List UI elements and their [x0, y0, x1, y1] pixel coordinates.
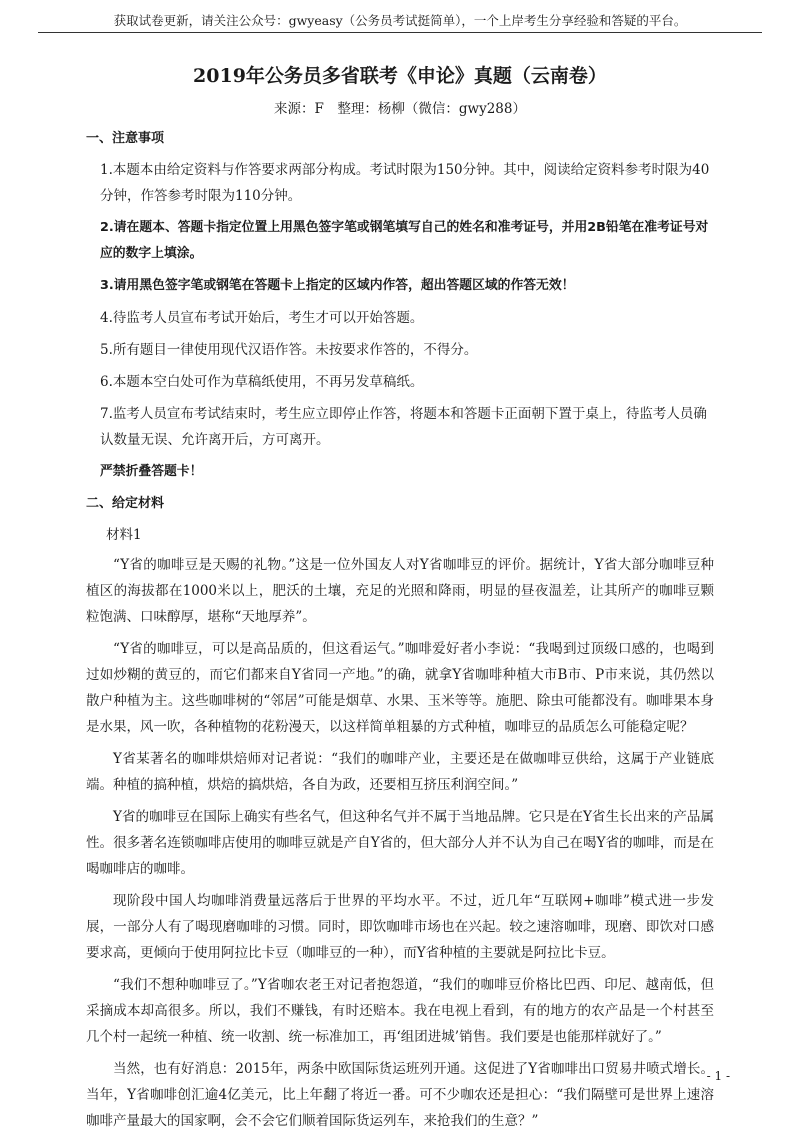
notice-section-heading: 一、注意事项	[86, 131, 165, 146]
document-body	[86, 126, 714, 1140]
page-header-notice: 获取试卷更新，请关注公众号：gwyeasy（公务员考试挺简单），一个上岸考生分享经验和答疑的平台。	[38, 10, 762, 33]
notice-item: 7.监考人员宣布考试结束时，考生应立即停止作答，将题本和答题卡正面朝下置于桌上，待监考人员确认数量无误、允许离开后，方可离开。	[100, 406, 707, 448]
notice-item: 6.本题本空白处可作为草稿纸使用，不再另发草稿纸。	[100, 374, 424, 390]
page-number: - 1 -	[706, 1069, 730, 1083]
warning-text: 严禁折叠答题卡！	[100, 464, 203, 479]
notice-item: 5.所有题目一律使用现代汉语作答。未按要求作答的，不得分。	[100, 342, 478, 358]
material-paragraph: Y省的咖啡豆在国际上确实有些名气，但这种名气并不属于当地品牌。它只是在Y省生长出来的产品属性。很多著名连锁咖啡店使用的咖啡豆就是产自Y省的，但大部分人并不认为自己在喝Y省的咖啡，而是在喝咖啡店的咖啡。	[86, 809, 714, 877]
source-line: 来源：F 整理：杨柳（微信：gwy288）	[274, 101, 526, 117]
page-title: 2019年公务员多省联考《申论》真题（云南卷）	[193, 65, 607, 87]
notice-item: 2.请在题本、答题卡指定位置上用黑色签字笔或钢笔填写自己的姓名和准考证号，并用2B铅笔在准考证号对应的数字上填涂。	[100, 220, 709, 261]
material-paragraph: 当然，也有好消息：2015年，两条中欧国际货运班列开通。这促进了Y省咖啡出口贸易井喷式增长。当年，Y省咖啡创汇逾4亿美元，比上年翻了将近一番。可不少咖农还是担心：“我们隔壁可是世界上速溶咖啡产量最大的国家啊，会不会它们顺着国际货运列车，来抢我们的生意？”	[86, 1061, 714, 1129]
materials-section-heading: 二、给定材料	[86, 496, 165, 511]
material-paragraph: 现阶段中国人均咖啡消费量远落后于世界的平均水平。不过，近几年“互联网+咖啡”模式进一步发展，一部分人有了喝现磨咖啡的习惯。同时，即饮咖啡市场也在兴起。较之速溶咖啡，现磨、即饮对口感要求高，更倾向于使用阿拉比卡豆（咖啡豆的一种），而Y省种植的主要就是阿拉比卡豆。	[86, 893, 714, 961]
material-paragraph: “Y省的咖啡豆是天赐的礼物。”这是一位外国友人对Y省咖啡豆的评价。据统计，Y省大部分咖啡豆种植区的海拔都在1000米以上，肥沃的土壤，充足的光照和降雨，明显的昼夜温差，让其所产的咖啡豆颗粒饱满、口味醇厚，堪称“天地厚养”。	[86, 557, 714, 625]
notice-item: 3.请用黑色签字笔或钢笔在答题卡上指定的区域内作答，超出答题区域的作答无效！	[100, 278, 575, 293]
material-title: 材料1	[106, 527, 142, 543]
material-paragraph: “我们不想种咖啡豆了。”Y省咖农老王对记者抱怨道，“我们的咖啡豆价格比巴西、印尼、越南低，但采摘成本却高很多。所以，我们不赚钱，有时还赔本。我在电视上看到，有的地方的农产品是一个村甚至几个村一起统一种植、统一收割、统一标准加工，再‘组团进城’销售。我们要是也能那样就好了。”	[86, 977, 714, 1045]
notice-item: 1.本题本由给定资料与作答要求两部分构成。考试时限为150分钟。其中，阅读给定资料参考时限为40分钟，作答参考时限为110分钟。	[100, 162, 710, 204]
notice-item: 4.待监考人员宣布考试开始后，考生才可以开始答题。	[100, 310, 424, 326]
material-paragraph: Y省某著名的咖啡烘焙师对记者说：“我们的咖啡产业，主要还是在做咖啡豆供给，这属于产业链底端。种植的搞种植，烘焙的搞烘焙，各自为政，还要相互挤压利润空间。”	[86, 751, 714, 793]
material-paragraph: “Y省的咖啡豆，可以是高品质的，但这看运气。”咖啡爱好者小李说：“我喝到过顶级口感的，也喝到过如炒糊的黄豆的，而它们都来自Y省同一产地。”的确，就拿Y省咖啡种植大市B市、P市来说，其仍然以散户种植为主。这些咖啡树的“邻居”可能是烟草、水果、玉米等等。施肥、除虫可能都没有。咖啡果本身是水果，风一吹，各种植物的花粉漫天，以这样简单粗暴的方式种植，咖啡豆的品质怎么可能稳定呢？	[86, 641, 714, 735]
